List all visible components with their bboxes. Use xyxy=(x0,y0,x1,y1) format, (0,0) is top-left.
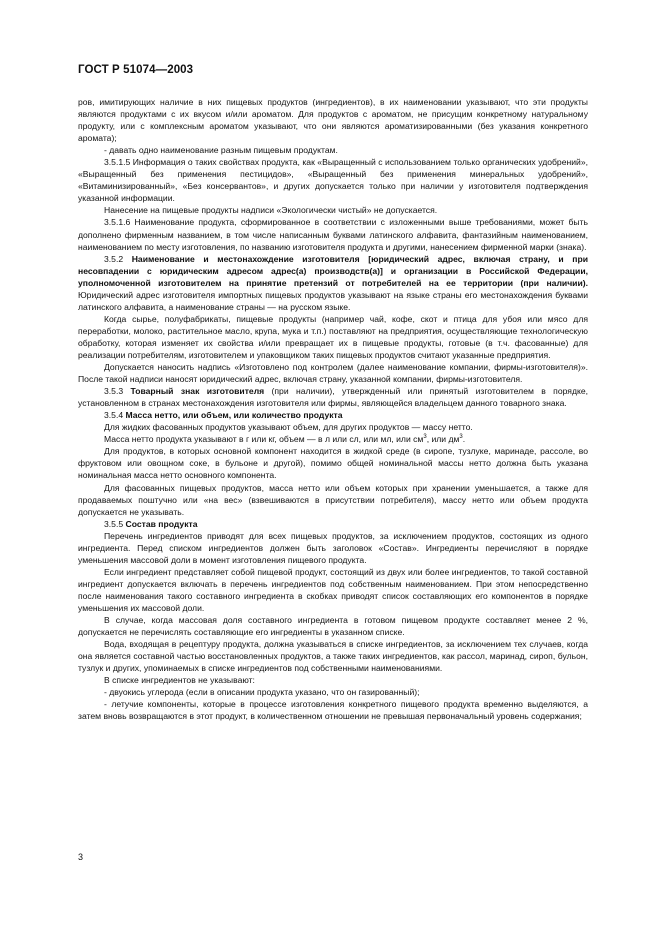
paragraph xyxy=(78,216,588,252)
paragraph xyxy=(78,144,588,156)
paragraph xyxy=(78,482,588,518)
paragraph xyxy=(78,566,588,614)
text-run: В списке ингредиентов не указывают: xyxy=(104,675,255,686)
text-run: 3.5.3 xyxy=(104,386,131,397)
text-run: Для жидких фасованных продуктов указывают объем, для других продуктов — массу нетто. xyxy=(104,422,473,433)
paragraph xyxy=(78,253,588,313)
text-run: 3.5.4 xyxy=(104,410,126,421)
text-run: Перечень ингредиентов приводят для всех пищевых продуктов, за исключением продуктов, состоящих из одного ингредиента. Перед списком ингредиентов должен быть заголовок «Состав». Ингредиенты перечисляют в порядке уменьшения массовой доли в момент изготовления пищевого продукта. xyxy=(78,530,588,565)
paragraph xyxy=(78,698,588,722)
paragraph xyxy=(78,361,588,385)
superscript: 3 xyxy=(423,434,427,441)
paragraph xyxy=(78,433,588,445)
text-run: . xyxy=(462,434,466,445)
text-run: - летучие компоненты, которые в процессе изготовления конкретного пищевого продукта временно выделяются, а затем вновь возвращаются в этот продукт, в количественном отношении не превышая первоначальный уровень содержания; xyxy=(78,699,588,722)
paragraph xyxy=(78,156,588,204)
paragraph xyxy=(78,96,588,144)
text-run: Допускается наносить надпись «Изготовлено под контролем (далее наименование компании, фирмы-изготовителя)». После такой надписи наносят юридический адрес, включая страну, указанной компании, фирмы-изготовителя. xyxy=(78,362,588,385)
page-number: 3 xyxy=(78,852,84,862)
bold-text: Состав продукта xyxy=(125,518,198,529)
superscript: 3 xyxy=(459,434,463,441)
text-run: - давать одно наименование разным пищевым продуктам. xyxy=(104,145,338,156)
paragraph xyxy=(78,313,588,361)
paragraph xyxy=(78,674,588,686)
bold-text: Масса нетто, или объем, или количество продукта xyxy=(125,410,343,421)
text-run: (при наличии), утвержденный или принятый изготовителем в порядке, установленном в странах местонахождения изготовителя или фирмы, являющейся владельцем данного товарного знака. xyxy=(78,386,588,409)
paragraph xyxy=(78,409,588,421)
text-run: Нанесение на пищевые продукты надписи «Экологически чистый» не допускается. xyxy=(104,205,438,216)
document-header: ГОСТ Р 51074—2003 xyxy=(78,64,194,76)
text-run: Масса нетто продукта указывают в г или кг, объем — в л или сл, или мл, или см xyxy=(104,434,424,445)
text-run: Для фасованных пищевых продуктов, масса нетто или объем которых при хранении уменьшается, а также для продаваемых поштучно или «на вес» (взвешиваются в присутствии потребителя), массу нетто или объем продукта допускается не указывать. xyxy=(78,482,588,517)
text-run: Если ингредиент представляет собой пищевой продукт, состоящий из двух или более ингредиентов, то такой составной ингредиент допускается включать в перечень ингредиентов под собственным наименованием. При этом непосредственно после наименования такого составного ингредиента в скобках приводят список составляющих его компонентов в порядке уменьшения их массовой доли. xyxy=(78,566,588,613)
paragraph xyxy=(78,445,588,481)
document-body xyxy=(78,96,588,722)
text-run: , или дм xyxy=(426,434,460,445)
text-run: Для продуктов, в которых основной компонент находится в жидкой среде (в сиропе, тузлуке, маринаде, рассоле, во фруктовом или овощном соке, в бульоне и другой), помимо общей номинальной массы нетто должна быть указана номинальная масса нетто основного компонента. xyxy=(78,446,588,481)
text-run: ров, имитирующих наличие в них пищевых продуктов (ингредиентов), в их наименовании указывают, что эти продукты являются продуктами с их вкусом и/или ароматом. Для продуктов с ароматом, не присущим конкретному натуральному продукту, или с комплексным ароматом указывают, что они являются ароматизированными (без указания конкретного аромата); xyxy=(78,97,588,144)
paragraph xyxy=(78,421,588,433)
text-run: 3.5.5 xyxy=(104,518,126,529)
paragraph xyxy=(78,638,588,674)
text-run: Вода, входящая в рецептуру продукта, должна указываться в списке ингредиентов, за исключением тех случаев, когда она является составной частью восстановленных продуктов, а также таких ингредиентов, как рассол, маринад, сироп, бульон, тузлук и других, упоминаемых в списке ингредиентов под собственными наименованиями. xyxy=(78,639,588,674)
paragraph xyxy=(78,530,588,566)
text-run: Юридический адрес изготовителя импортных пищевых продуктов указывают на языке страны его местонахождения буквами латинского алфавита, а наименование страны — на русском языке. xyxy=(78,289,588,312)
bold-text: Товарный знак изготовителя xyxy=(130,386,265,397)
paragraph xyxy=(78,204,588,216)
text-run: 3.5.2 xyxy=(104,253,132,264)
paragraph xyxy=(78,385,588,409)
text-run: В случае, когда массовая доля составного ингредиента в готовом пищевом продукте составляет менее 2 %, допускается не перечислять составляющие его ингредиенты в указанном списке. xyxy=(78,615,588,638)
paragraph xyxy=(78,518,588,530)
paragraph xyxy=(78,686,588,698)
text-run: Когда сырье, полуфабрикаты, пищевые продукты (например чай, кофе, скот и птица для убоя или мясо для переработки, молоко, растительное масло, крупа, мука и т.п.) поставляют на предприятия, осуществляющие технологическую обработку, которая изменяет их свойства и/или превращает их в пищевые продукты, готовые (в т.ч. фасованные) для реализации потребителям, изготовителем и упаковщиком таких пищевых продуктов считают указанные предприятия. xyxy=(78,313,588,360)
bold-text: Наименование и местонахождение изготовителя [юридический адрес, включая страну, и при несовпадении с юридическим адресом адрес(а) производств(а)] и организации в Российской Федерации, уполномоченной изготовителем на принятие претензий от потребителей на ее территории (при наличии). xyxy=(78,253,588,288)
text-run: - двуокись углерода (если в описании продукта указано, что он газированный); xyxy=(104,687,420,698)
paragraph xyxy=(78,614,588,638)
text-run: 3.5.1.6 Наименование продукта, сформированное в соответствии с изложенными выше требованиями, может быть дополнено фирменным названием, в том числе написанным буквами латинского алфавита, фантазийным наименованием, наименованием по месту изготовления, по названию изготовителя продукта и другими, нанесением фирменной марки (знака). xyxy=(78,217,588,252)
text-run: 3.5.1.5 Информация о таких свойствах продукта, как «Выращенный с использованием только органических удобрений», «Выращенный без применения пестицидов», «Выращенный без применения минеральных удобрений», «Витаминизированный», «Без консервантов», и других допускается только при наличии у изготовителя подтверждения указанной информации. xyxy=(78,157,588,204)
